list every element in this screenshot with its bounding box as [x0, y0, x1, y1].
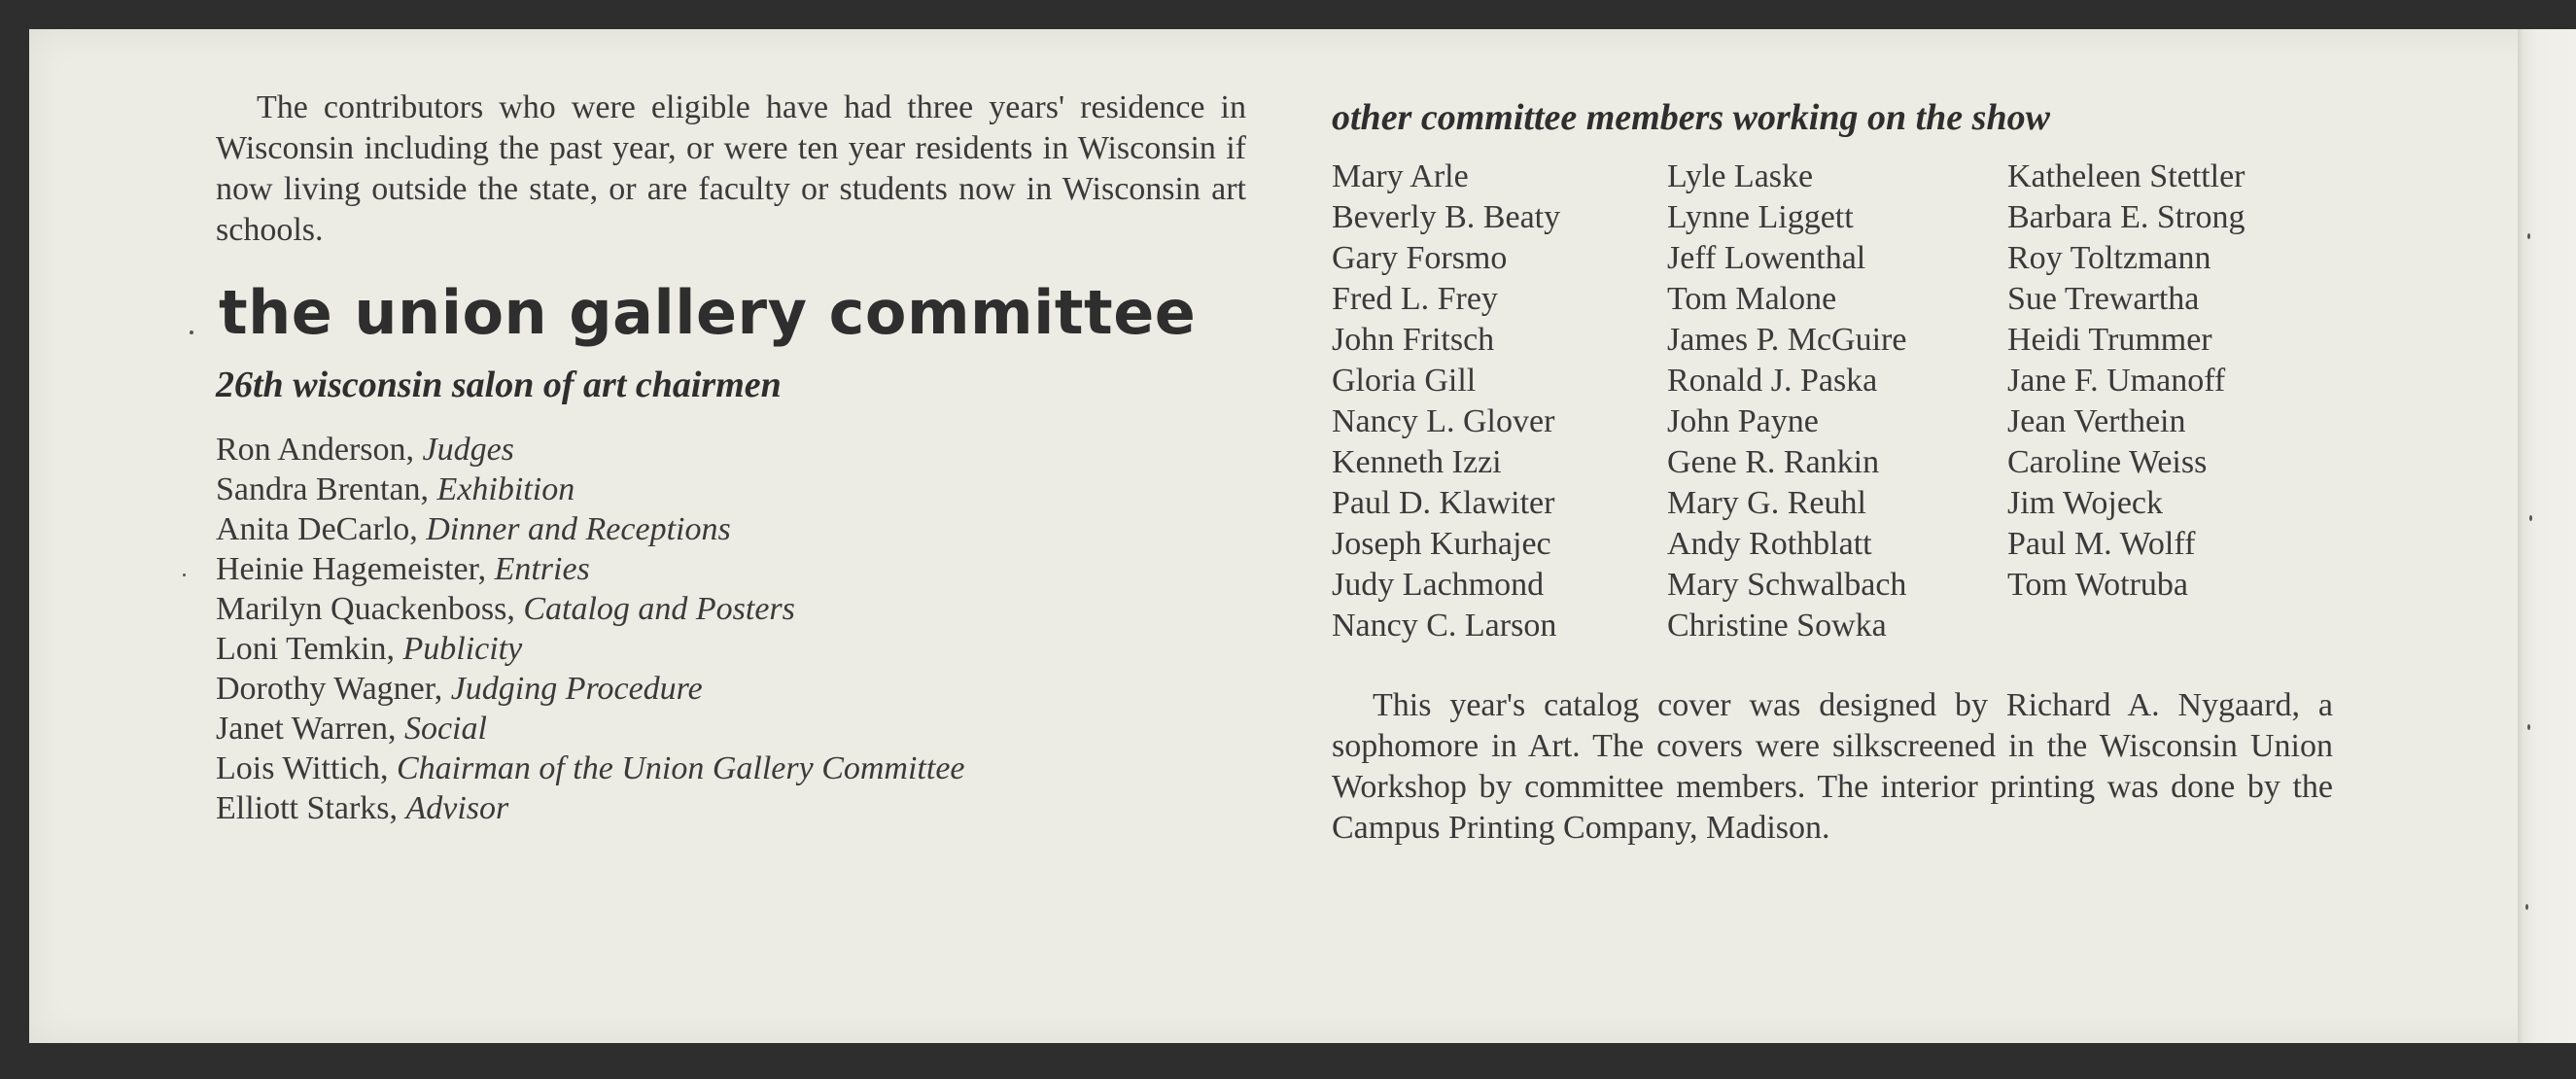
chairman-entry: [216, 430, 1246, 470]
member-name: Tom Wotruba: [2007, 567, 2188, 603]
member-name: Mary Schwalbach: [1667, 567, 1907, 603]
eligibility-paragraph: The contributors who were eligible have had three years' residence in Wisconsin including the past year, or were ten year residents in Wisconsin if now living outside the state, or are faculty or students now in Wisconsin art schools.: [216, 89, 1246, 248]
chairman-role: Exhibition: [436, 471, 575, 507]
member-name: Beverly B. Beaty: [1332, 199, 1561, 235]
chairman-name: Janet Warren,: [216, 711, 397, 747]
chairman-name: Marilyn Quackenboss,: [216, 591, 515, 627]
member-name: Kenneth Izzi: [1332, 444, 1502, 480]
member-name: Roy Toltzmann: [2007, 240, 2211, 276]
salon-chairmen-subheading: 26th wisconsin salon of art chairmen: [216, 365, 782, 405]
member-name: Tom Malone: [1667, 281, 1837, 317]
chairman-name: Loni Temkin,: [216, 631, 395, 667]
chairman-entry: [216, 669, 1246, 709]
members-column-3: [2007, 157, 2328, 646]
member-name: Caroline Weiss: [2007, 444, 2208, 480]
member-name: Gloria Gill: [1332, 363, 1477, 399]
right-column: [1332, 94, 2333, 849]
member-name: John Fritsch: [1332, 322, 1495, 358]
paper-speck: [183, 574, 186, 576]
chairman-entry: [216, 589, 1246, 629]
chairman-role: Advisor: [405, 790, 509, 826]
member-name: John Payne: [1667, 403, 1819, 439]
member-name: Nancy L. Glover: [1332, 403, 1555, 439]
member-name: Mary Arle: [1332, 158, 1469, 194]
member-name: Paul M. Wolff: [2007, 526, 2196, 562]
paper-speck: [2527, 233, 2530, 239]
chairman-entry: [216, 549, 1246, 589]
gallery-committee-heading: the union gallery committee: [219, 277, 1197, 348]
members-grid: [1332, 157, 2333, 646]
member-name: Andy Rothblatt: [1667, 526, 1872, 562]
cover-design-note: This year's catalog cover was designed by Richard A. Nygaard, a sophomore in Art. The covers were silkscreened in the Wisconsin Union Workshop by committee members. The interior printing was done by the Campus Printing Company, Madison.: [1332, 687, 2333, 846]
member-name: James P. McGuire: [1667, 322, 1907, 358]
member-name: Christine Sowka: [1667, 608, 1887, 644]
member-name: Jean Verthein: [2007, 403, 2186, 439]
member-name: Jeff Lowenthal: [1667, 240, 1866, 276]
chairmen-list: [216, 430, 1246, 828]
chairman-name: Anita DeCarlo,: [216, 511, 418, 547]
paper-speck: [2525, 904, 2528, 910]
chairman-role: Publicity: [402, 631, 523, 667]
page-fold: [2518, 29, 2576, 1043]
member-name: Katheleen Stettler: [2007, 158, 2245, 194]
member-name: Joseph Kurhajec: [1332, 526, 1551, 562]
members-column-1: [1332, 157, 1667, 646]
chairman-name: Sandra Brentan,: [216, 471, 430, 507]
chairman-entry: [216, 629, 1246, 669]
paper-speck: [190, 331, 193, 334]
chairman-role: Social: [403, 711, 487, 747]
other-members-heading: other committee members working on the show: [1332, 97, 2050, 138]
member-name: Gene R. Rankin: [1667, 444, 1880, 480]
member-name: Lyle Laske: [1667, 158, 1814, 194]
member-name: Fred L. Frey: [1332, 281, 1498, 317]
chairman-role: Chairman of the Union Gallery Committee: [396, 750, 965, 786]
member-name: Lynne Liggett: [1667, 199, 1854, 235]
chairman-entry: [216, 470, 1246, 509]
member-name: Ronald J. Paska: [1667, 363, 1878, 399]
member-name: Heidi Trummer: [2007, 322, 2212, 358]
left-column: [216, 87, 1246, 828]
chairman-entry: [216, 748, 1246, 788]
chairman-entry: [216, 788, 1246, 828]
chairman-role: Entries: [494, 551, 590, 587]
member-name: Barbara E. Strong: [2007, 199, 2245, 235]
chairman-name: Elliott Starks,: [216, 790, 398, 826]
chairman-role: Dinner and Receptions: [426, 511, 731, 547]
member-name: Mary G. Reuhl: [1667, 485, 1866, 521]
chairman-role: Judging Procedure: [450, 671, 703, 707]
chairman-name: Dorothy Wagner,: [216, 671, 443, 707]
chairman-name: Lois Wittich,: [216, 750, 389, 786]
member-name: Gary Forsmo: [1332, 240, 1508, 276]
paper-speck: [2527, 724, 2530, 730]
chairman-entry: [216, 709, 1246, 748]
members-column-2: [1667, 157, 2007, 646]
member-name: Sue Trewartha: [2007, 281, 2200, 317]
chairman-name: Ron Anderson,: [216, 432, 414, 468]
chairman-entry: [216, 509, 1246, 549]
chairman-role: Judges: [422, 432, 514, 468]
member-name: Judy Lachmond: [1332, 567, 1545, 603]
paper-speck: [2529, 515, 2532, 521]
member-name: Nancy C. Larson: [1332, 608, 1557, 644]
chairman-name: Heinie Hagemeister,: [216, 551, 487, 587]
member-name: Paul D. Klawiter: [1332, 485, 1555, 521]
chairman-role: Catalog and Posters: [523, 591, 795, 627]
member-name: Jane F. Umanoff: [2007, 363, 2226, 399]
member-name: Jim Wojeck: [2007, 485, 2164, 521]
